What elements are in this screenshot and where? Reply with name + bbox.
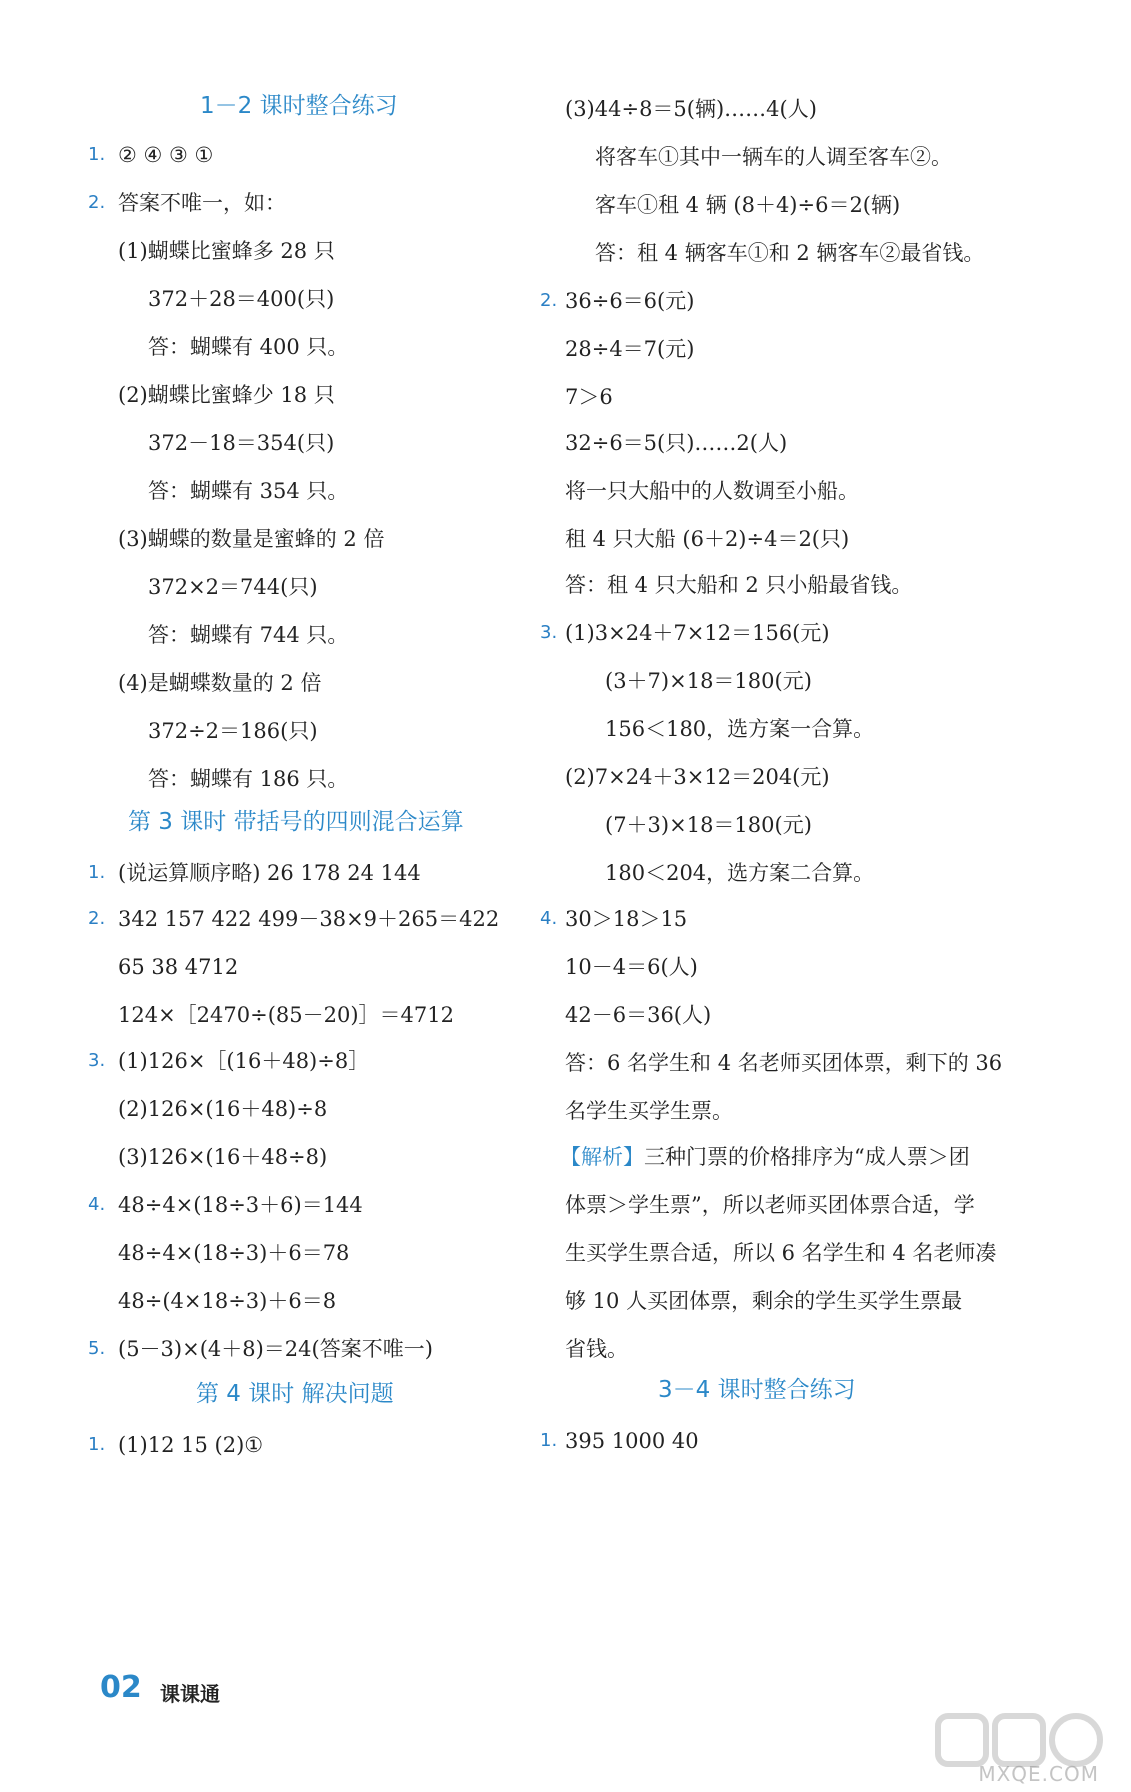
answer-line: 答：6 名学生和 4 名老师买团体票，剩下的 36 xyxy=(565,1051,1003,1075)
answer-line: 372×2＝744(只) xyxy=(148,575,318,599)
question-number: 2. xyxy=(88,192,106,213)
answer-line: 65 38 4712 xyxy=(118,955,239,979)
answer-line: (1)126×［(16＋48)÷8］ xyxy=(118,1049,370,1073)
analysis-line xyxy=(560,1142,970,1172)
question-number: 3. xyxy=(88,1050,106,1071)
answer-line: (1)蝴蝶比蜜蜂多 28 只 xyxy=(118,239,335,263)
section-heading-1-2: 1－2 课时整合练习 xyxy=(200,93,398,119)
analysis-text: 三种门票的价格排序为“成人票＞团 xyxy=(644,1145,970,1169)
answer-line: 答：蝴蝶有 186 只。 xyxy=(148,767,349,791)
answer-line: (5－3)×(4＋8)＝24(答案不唯一) xyxy=(118,1337,433,1361)
page-number: 02 xyxy=(100,1670,142,1705)
answer-line: 48÷4×(18÷3)＋6＝78 xyxy=(118,1241,350,1265)
analysis-line: 省钱。 xyxy=(565,1337,628,1361)
question-number: 2. xyxy=(540,290,558,311)
answer-line: 答：蝴蝶有 400 只。 xyxy=(148,335,349,359)
question-number: 2. xyxy=(88,908,106,929)
answer-line: 124×［2470÷(85－20)］＝4712 xyxy=(118,1003,454,1027)
answer-line: 名学生买学生票。 xyxy=(565,1099,733,1123)
question-number: 4. xyxy=(540,908,558,929)
answer-line: (说运算顺序略) 26 178 24 144 xyxy=(118,861,421,885)
analysis-tag: 【解析】 xyxy=(560,1145,644,1169)
section-heading-4: 第 4 课时 解决问题 xyxy=(196,1381,394,1407)
answer-line: 答案不唯一，如： xyxy=(118,191,286,215)
answer-line: 342 157 422 499－38×9＋265＝422 xyxy=(118,907,500,931)
book-title: 课课通 xyxy=(160,1682,220,1706)
answer-line: 372＋28＝400(只) xyxy=(148,287,335,311)
answer-line: (1)12 15 (2)① xyxy=(118,1433,264,1457)
answer-line: 372－18＝354(只) xyxy=(148,431,335,455)
question-number: 3. xyxy=(540,622,558,643)
question-number: 1. xyxy=(88,144,106,165)
section-heading-3-4: 3－4 课时整合练习 xyxy=(658,1377,856,1403)
answer-line: 36÷6＝6(元) xyxy=(565,289,695,313)
answer-line: (2)7×24＋3×12＝204(元) xyxy=(565,765,830,789)
analysis-line: 生买学生票合适，所以 6 名学生和 4 名老师凑 xyxy=(565,1241,997,1265)
answer-line: 租 4 只大船 (6＋2)÷4＝2(只) xyxy=(565,527,850,551)
answer-line: 28÷4＝7(元) xyxy=(565,337,695,361)
answer-line: 372÷2＝186(只) xyxy=(148,719,318,743)
analysis-line: 够 10 人买团体票，剩余的学生买学生票最 xyxy=(565,1289,963,1313)
answer-line: 答：蝴蝶有 744 只。 xyxy=(148,623,349,647)
answer-line: 180＜204，选方案二合算。 xyxy=(605,861,875,885)
answer-line: 32÷6＝5(只)……2(人) xyxy=(565,431,788,455)
answer-line: 将一只大船中的人数调至小船。 xyxy=(565,479,859,503)
answer-line: 48÷(4×18÷3)＋6＝8 xyxy=(118,1289,337,1313)
answer-line: 7＞6 xyxy=(565,385,613,409)
answer-line: (3)44÷8＝5(辆)……4(人) xyxy=(565,97,817,121)
answer-line: 48÷4×(18÷3＋6)＝144 xyxy=(118,1193,363,1217)
answer-line: 395 1000 40 xyxy=(565,1429,699,1453)
answer-line: (4)是蝴蝶数量的 2 倍 xyxy=(118,671,322,695)
answer-line: 答：租 4 辆客车①和 2 辆客车②最省钱。 xyxy=(595,241,985,265)
answer-line: (2)126×(16＋48)÷8 xyxy=(118,1097,328,1121)
answer-line: 将客车①其中一辆车的人调至客车②。 xyxy=(595,145,952,169)
question-number: 1. xyxy=(540,1430,558,1451)
question-number: 5. xyxy=(88,1338,106,1359)
answer-line: 答：租 4 只大船和 2 只小船最省钱。 xyxy=(565,573,913,597)
answer-line: (3＋7)×18＝180(元) xyxy=(605,669,812,693)
answer-line: 答：蝴蝶有 354 只。 xyxy=(148,479,349,503)
answer-line: (1)3×24＋7×12＝156(元) xyxy=(565,621,830,645)
answer-line: (3)126×(16＋48÷8) xyxy=(118,1145,328,1169)
answer-line: 10－4＝6(人) xyxy=(565,955,698,979)
answer-line: (7＋3)×18＝180(元) xyxy=(605,813,812,837)
answer-line: ② ④ ③ ① xyxy=(118,143,214,167)
answer-line: (3)蝴蝶的数量是蜜蜂的 2 倍 xyxy=(118,527,385,551)
answer-line: 客车①租 4 辆 (8＋4)÷6＝2(辆) xyxy=(595,193,901,217)
question-number: 1. xyxy=(88,1434,106,1455)
watermark-text: MXQE.COM xyxy=(978,1762,1099,1786)
answer-line: 156＜180，选方案一合算。 xyxy=(605,717,875,741)
answer-line: 42－6＝36(人) xyxy=(565,1003,712,1027)
answer-line: (2)蝴蝶比蜜蜂少 18 只 xyxy=(118,383,335,407)
question-number: 1. xyxy=(88,862,106,883)
answer-line: 30＞18＞15 xyxy=(565,907,688,931)
section-heading-3: 第 3 课时 带括号的四则混合运算 xyxy=(128,809,464,835)
analysis-line: 体票＞学生票”，所以老师买团体票合适，学 xyxy=(565,1193,975,1217)
question-number: 4. xyxy=(88,1194,106,1215)
